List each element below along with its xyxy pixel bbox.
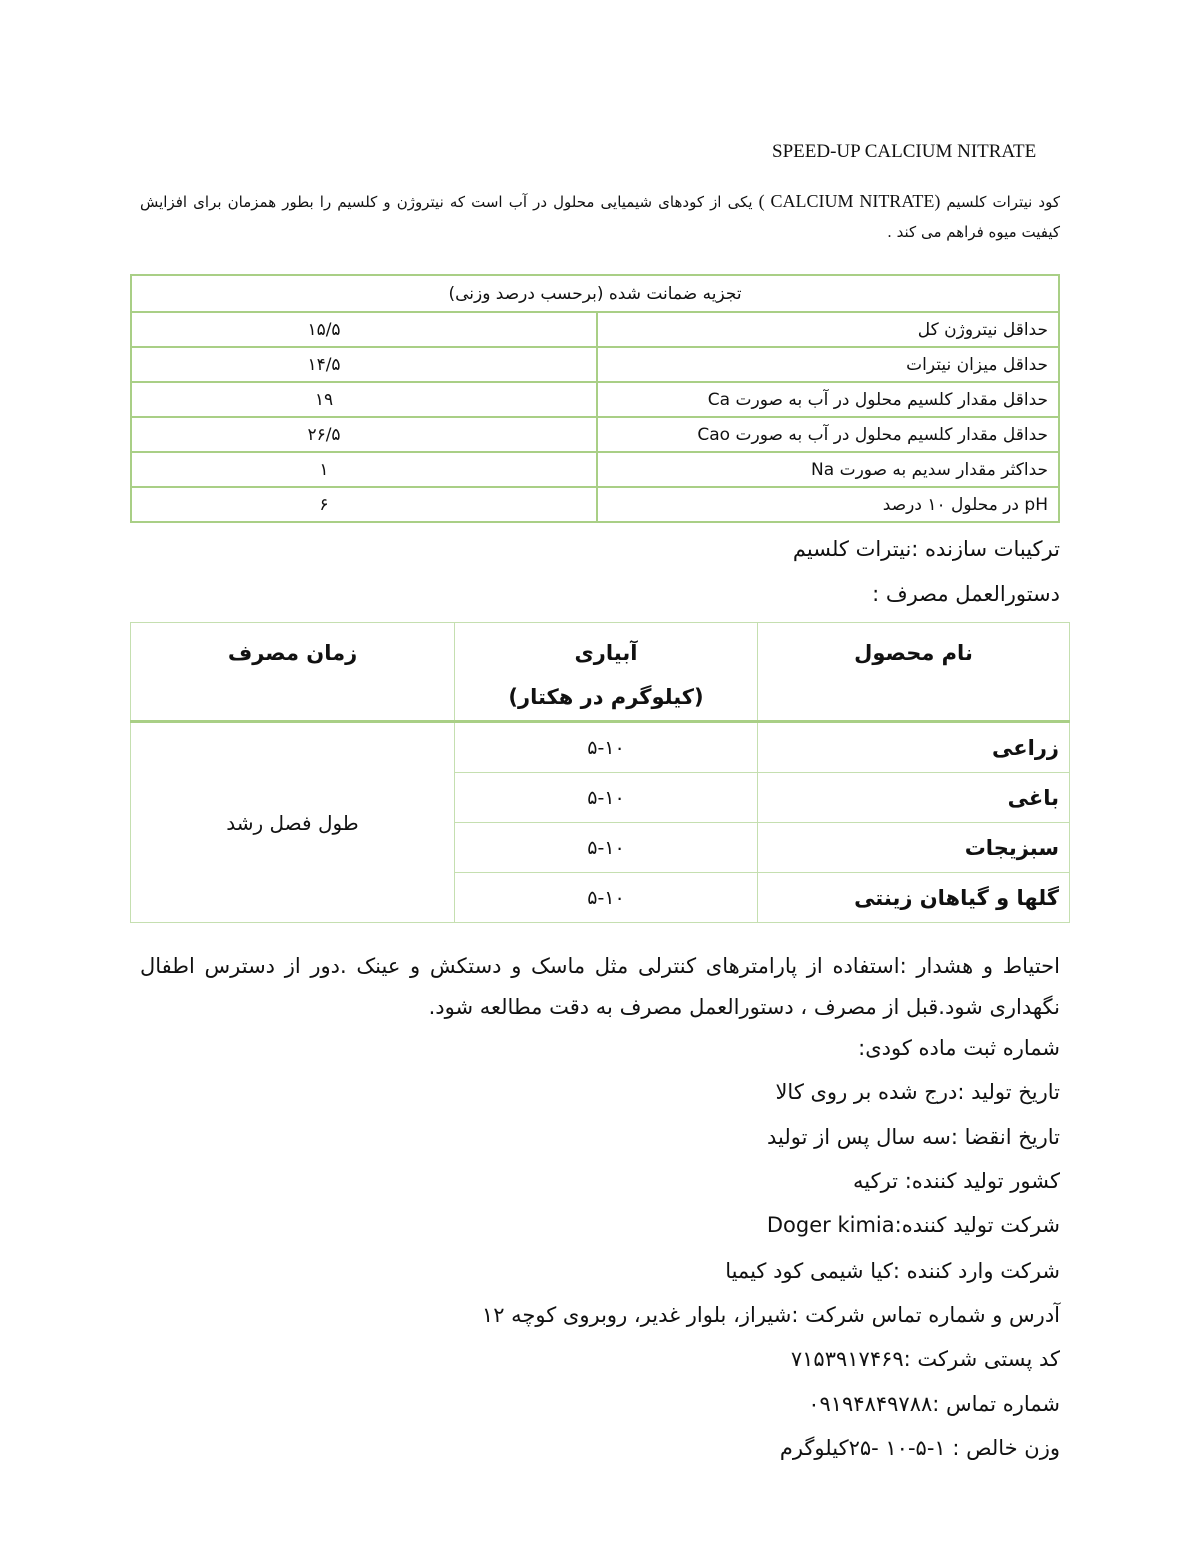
analysis-value: ۱۹ bbox=[131, 382, 597, 417]
irrigation-amount: ۵-۱۰ bbox=[455, 823, 758, 873]
table-row bbox=[131, 452, 1059, 487]
guaranteed-analysis-table bbox=[130, 274, 1060, 523]
importer-company: شرکت وارد کننده :کیا شیمی کود کیمیا bbox=[725, 1259, 1060, 1283]
analysis-value: ۱۴/۵ bbox=[131, 347, 597, 382]
intro-text-before: کود نیترات کلسیم bbox=[946, 193, 1060, 211]
contact-phone: شماره تماس :۰۹۱۹۴۸۴۹۷۸۸ bbox=[808, 1392, 1060, 1416]
analysis-value: ۶ bbox=[131, 487, 597, 522]
registration-number: شماره ثبت ماده کودی: bbox=[858, 1036, 1060, 1060]
company-address: آدرس و شماره تماس شرکت :شیراز، بلوار غدیر، روبروی کوچه ۱۲ bbox=[481, 1303, 1060, 1327]
table-row bbox=[131, 312, 1059, 347]
header-time: زمان مصرف bbox=[131, 623, 455, 722]
warning-paragraph: احتیاط و هشدار :استفاده از پارامترهای کنترلی مثل ماسک و دستکش و عینک .دور از دسترس اطفال نگهداری شود.قبل از مصرف ، دستورالعمل مصرف به دقت مطالعه شود. bbox=[140, 954, 1060, 1019]
analysis-label: حداقل نیتروژن کل bbox=[597, 312, 1059, 347]
analysis-label: حداکثر مقدار سدیم به صورت Na bbox=[597, 452, 1059, 487]
header-irrigation-line2: (کیلوگرم در هکتار) bbox=[508, 685, 704, 709]
product-name: گلها و گیاهان زینتی bbox=[758, 873, 1070, 923]
analysis-header-row bbox=[131, 275, 1059, 312]
analysis-label: حداقل مقدار کلسیم محلول در آب به صورت Cao bbox=[597, 417, 1059, 452]
product-name: سبزیجات bbox=[758, 823, 1070, 873]
usage-time: طول فصل رشد bbox=[131, 722, 455, 923]
manufacturer-company: شرکت تولید کننده:Doger kimia bbox=[766, 1213, 1060, 1237]
table-row bbox=[131, 382, 1059, 417]
postal-code: کد پستی شرکت :۷۱۵۳۹۱۷۴۶۹ bbox=[790, 1347, 1060, 1371]
analysis-label: pH در محلول ۱۰ درصد bbox=[597, 487, 1059, 522]
usage-instructions-title: دستورالعمل مصرف : bbox=[872, 582, 1060, 606]
production-date: تاریخ تولید :درج شده بر روی کالا bbox=[775, 1080, 1060, 1104]
analysis-value: ۲۶/۵ bbox=[131, 417, 597, 452]
irrigation-amount: ۵-۱۰ bbox=[455, 873, 758, 923]
components-line: ترکیبات سازنده :نیترات کلسیم bbox=[792, 537, 1060, 561]
page-title: SPEED-UP CALCIUM NITRATE bbox=[772, 141, 1037, 162]
analysis-value: ۱ bbox=[131, 452, 597, 487]
usage-table bbox=[130, 622, 1070, 923]
analysis-label: حداقل میزان نیترات bbox=[597, 347, 1059, 382]
product-name: باغی bbox=[758, 773, 1070, 823]
table-row bbox=[131, 347, 1059, 382]
intro-text-after: یکی از کودهای شیمیایی محلول در آب است که نیتروژن و کلسیم را بطور همزمان برای افزایش کیفیت میوه فراهم می کند . bbox=[140, 193, 1060, 241]
intro-paragraph bbox=[140, 186, 1060, 247]
analysis-label: حداقل مقدار کلسیم محلول در آب به صورت Ca bbox=[597, 382, 1059, 417]
product-name: زراعی bbox=[758, 722, 1070, 773]
header-product: نام محصول bbox=[758, 623, 1070, 722]
irrigation-amount: ۵-۱۰ bbox=[455, 722, 758, 773]
header-irrigation bbox=[455, 623, 758, 722]
analysis-header: تجزیه ضمانت شده (برحسب درصد وزنی) bbox=[131, 275, 1059, 312]
irrigation-amount: ۵-۱۰ bbox=[455, 773, 758, 823]
expiry-date: تاریخ انقضا :سه سال پس از تولید bbox=[767, 1125, 1060, 1149]
usage-header-row bbox=[131, 623, 1070, 722]
table-row bbox=[131, 722, 1070, 773]
intro-english-name: (CALCIUM NITRATE ) bbox=[758, 191, 941, 211]
table-row bbox=[131, 417, 1059, 452]
table-row bbox=[131, 487, 1059, 522]
manufacturer-country: کشور تولید کننده: ترکیه bbox=[853, 1169, 1060, 1193]
net-weight: وزن خالص : ۱-۵-۱۰ -۲۵کیلوگرم bbox=[779, 1436, 1060, 1460]
header-irrigation-line1: آبیاری bbox=[574, 641, 638, 665]
analysis-value: ۱۵/۵ bbox=[131, 312, 597, 347]
